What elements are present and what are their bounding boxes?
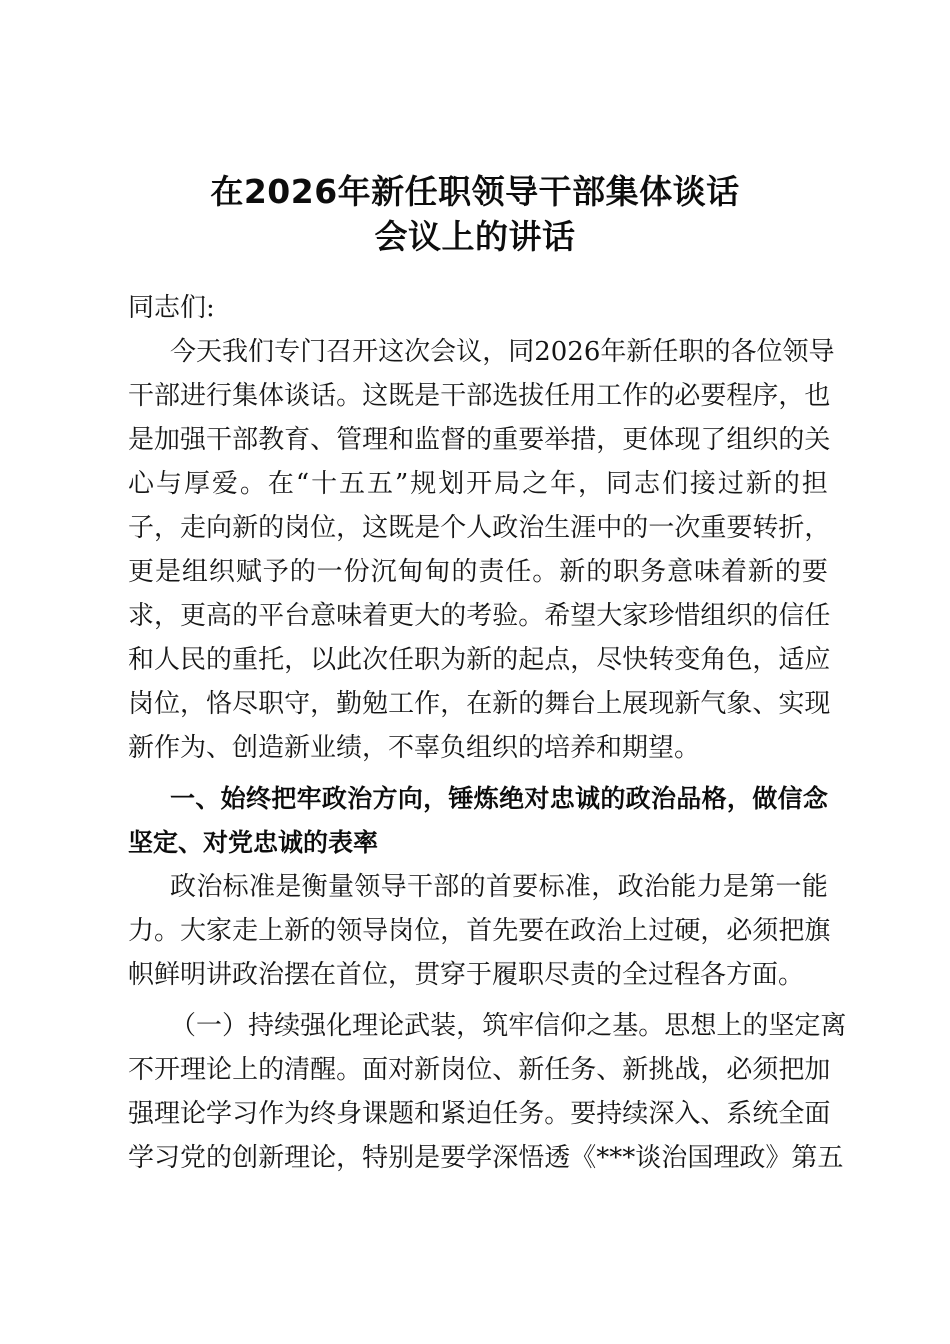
body-line: 政 治 标 准 是 衡 量 领 导 干 部 的 首 要 标 准 ， 政 治 能 力 是 第 一 能	[170, 872, 828, 902]
body-line: （ 一 ） 持 续 强 化 理 论 武 装 ， 筑 牢 信 仰 之 基 。 思 想 上 的 坚 定 离	[170, 1011, 847, 1041]
body-line: 子 ， 走 向 新 的 岗 位 ， 这 既 是 个 人 政 治 生 涯 中 的 一 次 重 要 转 折 ，	[128, 513, 831, 543]
document-title-line-2: 会议上的讲话	[374, 217, 576, 256]
body-line: 力 。 大 家 走 上 新 的 领 导 岗 位 ， 首 先 要 在 政 治 上 过 硬 ， 必 须 把 旗	[128, 916, 831, 946]
body-line: 心 与 厚 爱 。 在 “ 十 五 五 ” 规 划 开 局 之 年 ， 同 志 们 接 过 新 的 担	[128, 469, 828, 499]
body-line: 求 ， 更 高 的 平 台 意 味 着 更 大 的 考 验 。 希 望 大 家 珍 惜 组 织 的 信 任	[128, 601, 831, 631]
body-line: 今 天 我 们 专 门 召 开 这 次 会 议 ， 同 2026 年 新 任 职 的 各 位 领 导	[170, 337, 835, 367]
section-heading: 坚定、对党忠诚的表率	[128, 828, 379, 857]
body-line: 帜鲜明讲政治摆在首位，贯穿于履职尽责的全过程各方面。	[128, 960, 805, 990]
body-line: 强 理 论 学 习 作 为 终 身 课 题 和 紧 迫 任 务 。 要 持 续 深 入 、 系 统 全 面	[128, 1099, 831, 1129]
body-line: 学 习 党 的 创 新 理 论 ， 特 别 是 要 学 深 悟 透 《 *** 谈 治 国 理 政 》 第 五	[128, 1143, 844, 1173]
body-line: 不 开 理 论 上 的 清 醒 。 面 对 新 岗 位 、 新 任 务 、 新 挑 战 ， 必 须 把 加	[128, 1055, 831, 1085]
salutation: 同志们:	[128, 293, 215, 323]
body-line: 是 加 强 干 部 教 育 、 管 理 和 监 督 的 重 要 举 措 ， 更 体 现 了 组 织 的 关	[128, 425, 831, 455]
body-line: 更 是 组 织 赋 予 的 一 份 沉 甸 甸 的 责 任 。 新 的 职 务 意 味 着 新 的 要	[128, 557, 828, 587]
section-heading: 一 、 始 终 把 牢 政 治 方 向 ， 锤 炼 绝 对 忠 诚 的 政 治 品 格 ， 做 信 念	[170, 784, 828, 813]
body-line: 干 部 进 行 集 体 谈 话 。 这 既 是 干 部 选 拔 任 用 工 作 的 必 要 程 序 ， 也	[128, 381, 831, 411]
body-line: 岗 位 ， 恪 尽 职 守 ， 勤 勉 工 作 ， 在 新 的 舞 台 上 展 现 新 气 象 、 实 现	[128, 689, 831, 719]
document-title-line-1: 在2026年新任职领导干部集体谈话	[210, 172, 740, 211]
body-line: 和 人 民 的 重 托 ， 以 此 次 任 职 为 新 的 起 点 ， 尽 快 转 变 角 色 ， 适 应	[128, 645, 831, 675]
body-line: 新作为、创造新业绩，不辜负组织的培养和期望。	[128, 733, 701, 763]
